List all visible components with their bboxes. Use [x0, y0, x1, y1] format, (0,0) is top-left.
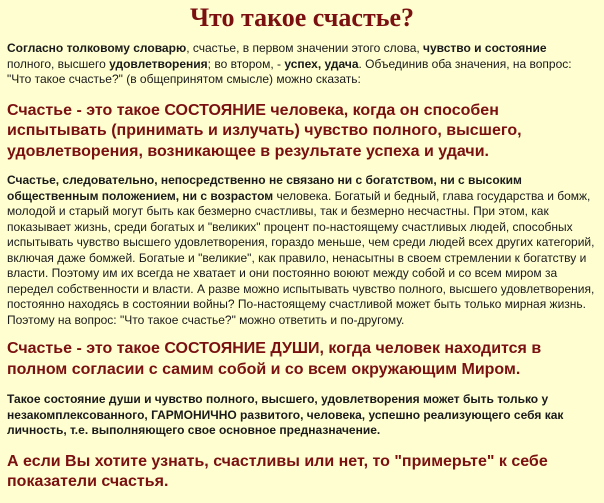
page-title: Что такое счастье? [189, 3, 415, 32]
definition-heading-2: Счастье - это такое СОСТОЯНИЕ ДУШИ, когда человек находится в полном согласии с самим собой и со всем окружающим Миром. [7, 340, 542, 378]
definition-heading-1: Счастье - это такое СОСТОЯНИЕ человека, когда он способен испытывать (принимать и излучать) чувство полного, высшего, удовлетворения, возникающее в результате успеха и удачи. [7, 101, 522, 160]
harmony-paragraph: Такое состояние души и чувство полного, высшего, удовлетворения может быть только у незакомплексованного, ГАРМОНИЧНО развитого, человека, успешно реализующего себя как личность, т.е. выполняющего свое основное предназначение. [7, 392, 564, 437]
closing-heading: А если Вы хотите узнать, счастливы или нет, то "примерьте" к себе показатели счастья. [7, 452, 548, 490]
intro-text-2: полного, высшего [7, 56, 110, 71]
body-paragraph [7, 173, 597, 328]
intro-text-3: ; во втором, - [207, 56, 285, 71]
intro-bold-satisfaction: удовлетворения [109, 56, 208, 71]
intro-paragraph [7, 41, 597, 88]
body-text: человека. Богатый и бедный, глава государства и бомж, молодой и старый могут быть как безмерно счастливы, так и безмерно несчастны. При этом, как показывает жизнь, среди богатых и "великих" процент по-настоящему счастливых людей, способных испытывать чувство высшего удовлетворения, гораздо меньше, чем среди людей всех других категорий, включая даже бомжей. Богатые и "великие", как правило, ненасытны в своем стремлении к богатству и власти. Поэтому им их всегда не хватает и они постоянно воюют между собой и со всем миром за передел собственности и власти. А разве можно испытывать чувство полного, высшего удовлетворения, постоянно находясь в состоянии войны? По-настоящему счастливой может быть только мирная жизнь. Поэтому на вопрос: "Что такое счастье?" можно ответить и по-другому. [7, 188, 595, 327]
body-bold-lead: Счастье, следовательно, непосредственно не связано ни с богатством, ни с высоким общественным положением, ни с возрастом [7, 173, 522, 203]
intro-bold-success: успех, удача [284, 56, 359, 71]
intro-bold-dictionary: Согласно толковому словарю [7, 41, 187, 55]
intro-bold-feeling: чувство и состояние [423, 41, 547, 55]
intro-text-1: , счастье, в первом значении этого слова, [186, 41, 424, 55]
intro-text-4: . Объединив оба значения, на вопрос: "Что такое счастье?" (в общепринятом смысле) можно сказать: [7, 56, 572, 86]
